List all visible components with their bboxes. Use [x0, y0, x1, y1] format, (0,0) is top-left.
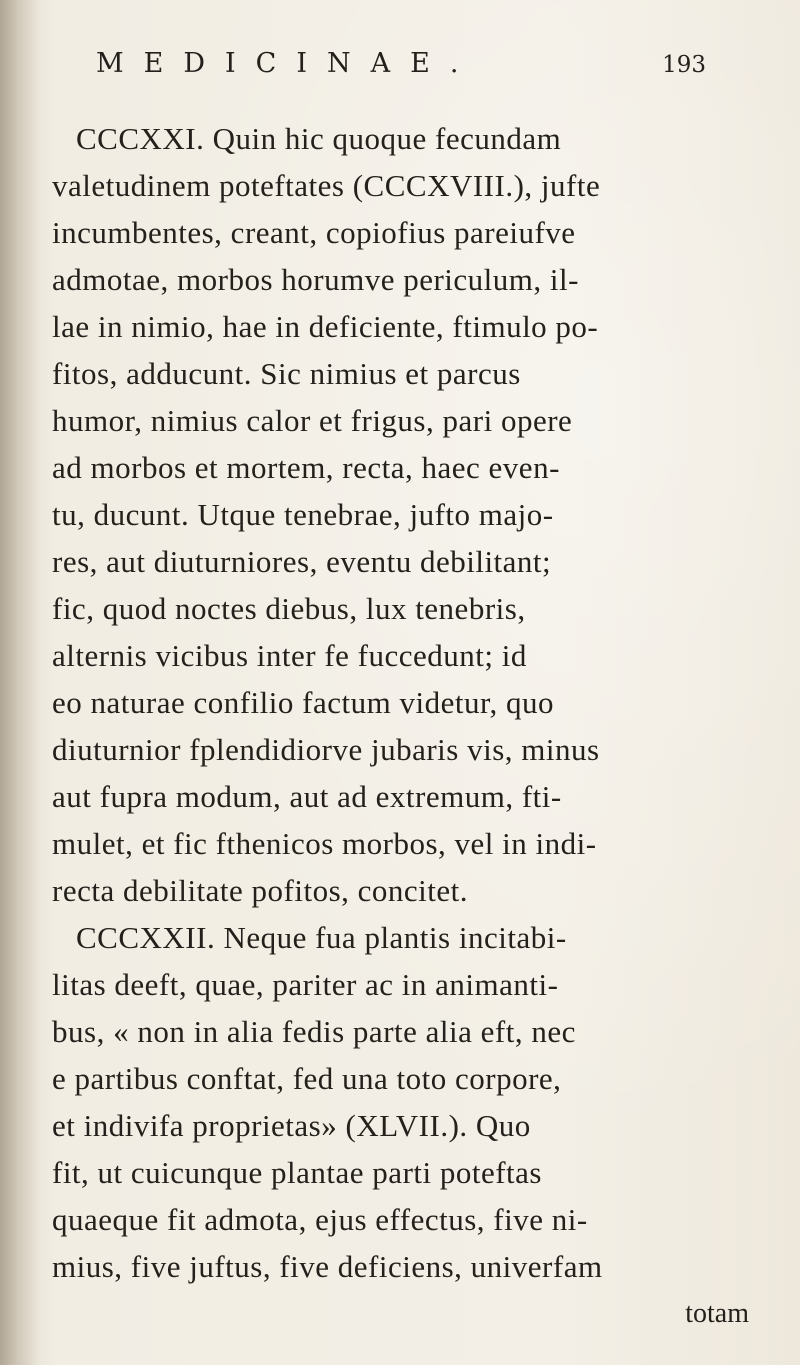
paragraph-line: lae in nimio, hae in deficiente, ftimulo po- — [52, 309, 599, 344]
paragraph-line: CCCXXII. Neque fua plantis incitabi- — [76, 920, 567, 955]
text-block — [52, 115, 767, 1337]
paragraph-line: fit, ut cuicunque plantae parti poteftas — [52, 1155, 542, 1190]
running-head — [96, 48, 706, 88]
paragraph-line: res, aut diuturniores, eventu debilitant; — [52, 544, 552, 579]
paragraph-line: alternis vicibus inter fe fuccedunt; id — [52, 638, 527, 673]
catchword: totam — [685, 1298, 749, 1329]
gutter-shadow — [0, 0, 40, 1365]
paragraph-line: ad morbos et mortem, recta, haec even- — [52, 450, 560, 485]
paragraph-line: aut fupra modum, aut ad extremum, fti- — [52, 779, 562, 814]
paragraph-line: eo naturae confilio factum videtur, quo — [52, 685, 555, 720]
paragraph-line: et indivifa proprietas» (XLVII.). Quo — [52, 1108, 531, 1143]
page-number: 193 — [662, 52, 706, 78]
paragraph-line: e partibus conftat, fed una toto corpore, — [52, 1061, 562, 1096]
paragraph-line: incumbentes, creant, copiofius pareiufve — [52, 215, 576, 250]
paragraph-line: mius, five juftus, five deficiens, univerfam — [52, 1249, 603, 1284]
paragraph-line: CCCXXI. Quin hic quoque fecundam — [76, 121, 562, 156]
paragraph-line: humor, nimius calor et frigus, pari opere — [52, 403, 573, 438]
paragraph-line: diuturnior fplendidiorve jubaris vis, minus — [52, 732, 600, 767]
paragraph-line: tu, ducunt. Utque tenebrae, jufto majo- — [52, 497, 554, 532]
running-title: MEDICINAE. — [96, 48, 479, 79]
paragraph-line: quaeque fit admota, ejus effectus, five ni- — [52, 1202, 588, 1237]
paragraph-line: valetudinem poteftates (CCCXVIII.), jufte — [52, 168, 601, 203]
paragraph-line: admotae, morbos horumve periculum, il- — [52, 262, 579, 297]
paragraph-line: fitos, adducunt. Sic nimius et parcus — [52, 356, 521, 391]
paragraph-line: mulet, et fic fthenicos morbos, vel in indi- — [52, 826, 597, 861]
paragraph-line: litas deeft, quae, pariter ac in animanti- — [52, 967, 559, 1002]
paragraph-line: recta debilitate pofitos, concitet. — [52, 873, 469, 908]
paragraph-line: bus, « non in alia fedis parte alia eft, nec — [52, 1014, 576, 1049]
paragraph-line: fic, quod noctes diebus, lux tenebris, — [52, 591, 526, 626]
